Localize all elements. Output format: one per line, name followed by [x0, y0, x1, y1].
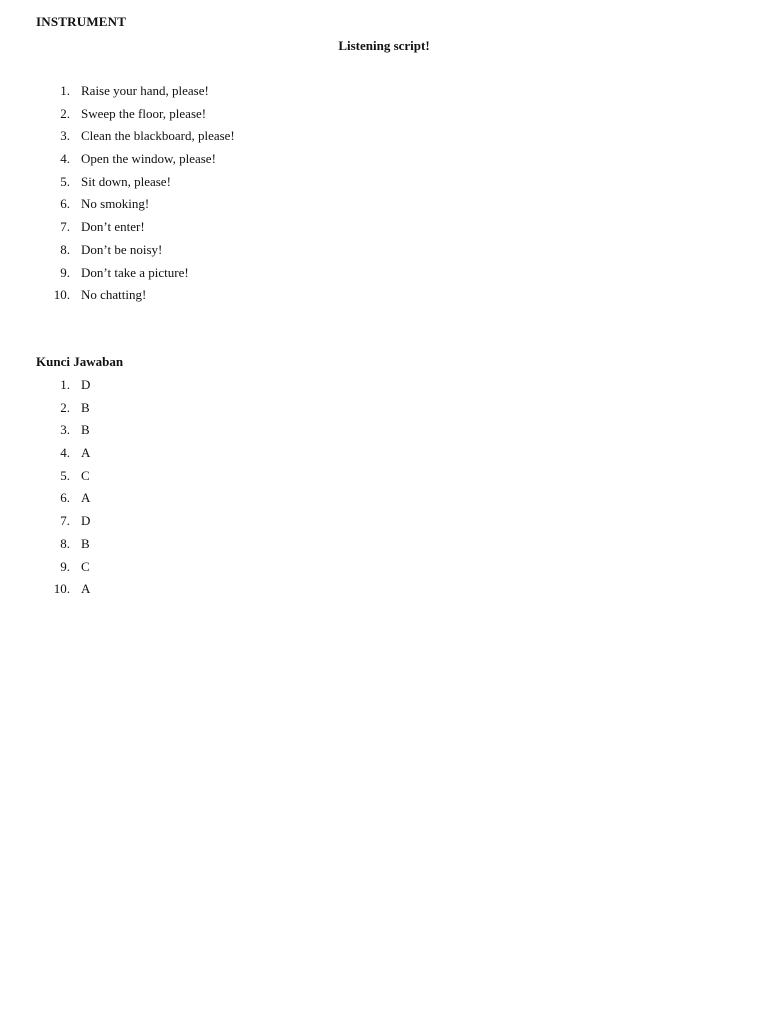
answer-letter: C [81, 467, 90, 483]
item-number: 7. [60, 219, 70, 235]
item-number: 2. [60, 105, 70, 121]
item-text: Sit down, please! [81, 173, 171, 189]
answer-letter: D [81, 377, 91, 392]
item-text: Raise your hand, please! [81, 83, 209, 98]
item-text: Clean the blackboard, please! [81, 128, 235, 144]
item-text: Sweep the floor, please! [81, 105, 207, 121]
item-number: 8. [60, 535, 70, 551]
answer-letter: B [81, 399, 90, 415]
item-number: 4. [60, 151, 70, 167]
item-number: 9. [60, 264, 70, 280]
answer-letter: C [81, 558, 90, 574]
item-number: 8. [60, 241, 70, 257]
item-number: 1. [60, 83, 70, 98]
item-text: Open the window, please! [81, 151, 216, 167]
document-heading: INSTRUMENT [36, 14, 127, 29]
item-number: 6. [60, 490, 70, 506]
answer-letter: A [81, 445, 91, 461]
item-number: 3. [60, 422, 70, 438]
item-number: 9. [60, 558, 70, 574]
item-number: 2. [60, 399, 70, 415]
item-number: 10. [53, 581, 70, 597]
item-number: 5. [60, 467, 70, 483]
item-number: 10. [53, 287, 70, 303]
answer-letter: A [81, 490, 91, 506]
item-number: 5. [60, 173, 70, 189]
answer-letter: B [81, 422, 90, 438]
item-number: 6. [60, 196, 70, 212]
listening-script-title: Listening script! [338, 38, 430, 53]
item-text: Don’t enter! [81, 219, 145, 235]
item-number: 4. [60, 445, 70, 461]
answer-key-heading: Kunci Jawaban [36, 354, 124, 369]
answer-letter: A [81, 581, 91, 597]
answer-letter: D [81, 513, 91, 529]
item-text: Don’t be noisy! [81, 241, 163, 257]
item-text: Don’t take a picture! [81, 264, 189, 280]
item-text: No smoking! [81, 196, 150, 212]
item-number: 7. [60, 513, 70, 529]
item-number: 3. [60, 128, 70, 144]
answer-letter: B [81, 535, 90, 551]
item-text: No chatting! [81, 287, 147, 303]
item-number: 1. [60, 377, 70, 392]
